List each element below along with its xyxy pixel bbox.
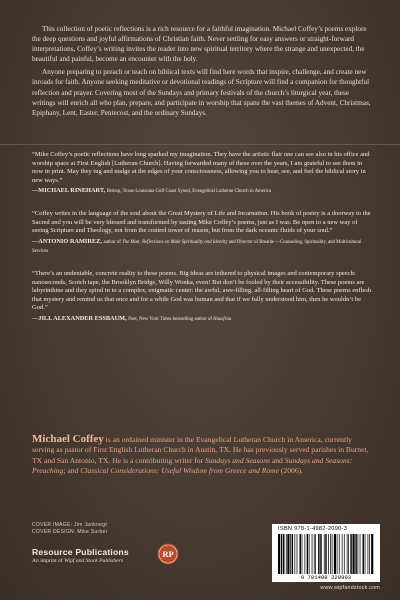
endorser-name: —MICHAEL RINEHART, (32, 187, 106, 195)
barcode-bar (315, 534, 316, 574)
barcode-bar (369, 534, 370, 574)
barcode-bar (312, 534, 313, 574)
description-paragraph-2: Anyone preparing to preach or teach on biblical texts will find here words that inspire, challenge, and create new inroads for faith. Anyone seeking meditative or devotional readings of Scripture will find a companion for thoughtful reflection and prayer. Covering most of the Sundays and primary festivals of the church’s liturgical year, these writings will enrich all who plan, prepare, and participate in worship that spans the vast themes of Advent, Christmas, Epiphany, Lent, Easter, Pentecost, and the ordinary Sundays. (32, 68, 371, 117)
endorsement-text: “Coffey writes in the language of the soul about the Great Mystery of Life and Incarnation. His book of poetry is a doorway to the Sacred and you will be very blessed and transformed by tasting Mike Coffey’s poems, just as I was. Be open to a new way of seeing Scripture and Theology, not from the control tower of reason, but from the dark oceanic fluids of your soul.” (32, 210, 371, 235)
barcode-bar (334, 534, 336, 574)
barcode-bars (278, 534, 374, 574)
barcode-bar (294, 534, 295, 574)
barcode-bar (290, 534, 291, 574)
publisher-name: Resource Publications (32, 547, 129, 557)
barcode-bar (292, 534, 293, 574)
svg-text:RP: RP (162, 549, 174, 560)
barcode-bar (324, 534, 325, 574)
endorser-role: author of The Man: Reflections on Male Spirituality and Identity and Director of Breathe —Counseling, Spirituality, and Multicultural Services (32, 239, 362, 255)
barcode-bar (283, 534, 284, 574)
barcode-bar (347, 534, 348, 574)
barcode-bar (350, 534, 351, 574)
description-paragraph-1: This collection of poetic reflections is a rich resource for a faithful imagination. Michael Coffey’s poems explore the deep questions and joyful affirmations of Christian faith. Never settling for easy answers or straight-forward interpretations, Coffey’s writing invites the reader into new spiritual territory where the strange and unexpected, the beautiful and painful, become an encounter with the holy. (32, 25, 367, 64)
barcode-bar (363, 534, 364, 574)
barcode-bar (309, 534, 310, 574)
endorser-name: —JILL ALEXANDER ESSBAUM, (32, 314, 127, 322)
cover-credits (32, 522, 108, 536)
barcode-bar (337, 534, 338, 574)
barcode-bar (325, 534, 326, 574)
barcode-bar (287, 534, 289, 574)
barcode (272, 524, 380, 582)
cover-design-credit: COVER DESIGN: Mike Surber (32, 529, 108, 535)
barcode-bar (353, 534, 355, 574)
endorsement-3 (32, 270, 372, 324)
barcode-bar (328, 534, 329, 574)
endorsement-1 (32, 151, 372, 197)
publisher-imprint (32, 547, 232, 564)
barcode-bar (305, 534, 306, 574)
author-name: Michael Coffey (32, 433, 104, 445)
isbn-label: ISBN 978-1-4982-2090-3 (278, 526, 348, 532)
barcode-bar (368, 534, 369, 574)
endorsement-attribution (32, 315, 372, 324)
endorsement-attribution (32, 238, 372, 257)
endorsement-text: “There’s an undeniable, concrete reality to these poems. Big ideas are tethered to physical images and contemporary speech: nanoseconds, Scotch tape, the Brooklyn Bridge, Willy Wonka, even! But don’t be fooled by their accessibility. These poems are labyrinthine and they spiral in to a complex, enigmatic center: the awful, awe-filling, all-filling heart of God. These poems enflesh that mystery and remind us that once and for a while God was human and that if we fully understood him, then he wouldn’t be God.” (32, 270, 372, 312)
endorsement-text: “Mike Coffey’s poetic reflections have long sparked my imagination. They have the artistic flair one can see also in his office and worship space at First English [Lutheran Church]. Having forwarded many of these over the years, I am grateful to see them in now in print. May they tug and nudge at the edges of your consciousness, allowing you to hear, see, and feel the biblical story in new ways.” (32, 151, 370, 184)
author-bio: Michael Coffey is an ordained minister in the Evangelical Lutheran Church in America, currently serving as pastor of First English Lutheran Church in Austin, TX. He has previously served parishes in Burnet, TX and San Antonio, TX. He is a contributing writer for Sundays and Seasons and Sundays and Seasons: Preaching; and Classical Considerations: Useful Wisdom from Greece and Rome (2006). (32, 433, 369, 476)
barcode-bar (297, 534, 298, 574)
endorser-name: —ANTONIO RAMIREZ, (32, 237, 102, 245)
cover-image-credit: COVER IMAGE: Jim Janknegt (32, 522, 108, 528)
description (32, 24, 372, 118)
barcode-bar (278, 534, 280, 574)
endorsement-attribution (32, 187, 372, 196)
barcode-bar (339, 534, 340, 574)
barcode-bar (314, 534, 315, 574)
barcode-digits: 9 781498 220903 (300, 574, 352, 581)
barcode-bar (299, 534, 300, 574)
barcode-bar (360, 534, 361, 574)
barcode-bar (318, 534, 319, 574)
endorsement-2 (32, 210, 372, 256)
barcode-bar (281, 534, 282, 574)
barcode-bar (344, 534, 345, 574)
barcode-bar (355, 534, 356, 574)
endorser-role: Poet, New York Times bestselling author of Hausfrau (128, 316, 232, 322)
barcode-bar (320, 534, 321, 574)
barcode-bar (307, 534, 308, 574)
barcode-bar (342, 534, 343, 574)
publisher-logo (157, 543, 179, 565)
divider (0, 144, 400, 145)
barcode-bar (358, 534, 359, 574)
barcode-bar (348, 534, 349, 574)
barcode-bar (371, 534, 373, 574)
barcode-bar (365, 534, 366, 574)
barcode-bar (330, 534, 331, 574)
barcode-bar (286, 534, 287, 574)
publisher-url: www.wipfandstock.com (320, 585, 380, 591)
barcode-bar (302, 534, 303, 574)
endorser-role: Bishop, Texas-Louisiana Gulf Coast Synod, Evangelical Lutheran Church in America (106, 189, 272, 195)
barcode-bar (332, 534, 333, 574)
publisher-subtitle: An imprint of Wipf and Stock Publishers (32, 558, 124, 564)
